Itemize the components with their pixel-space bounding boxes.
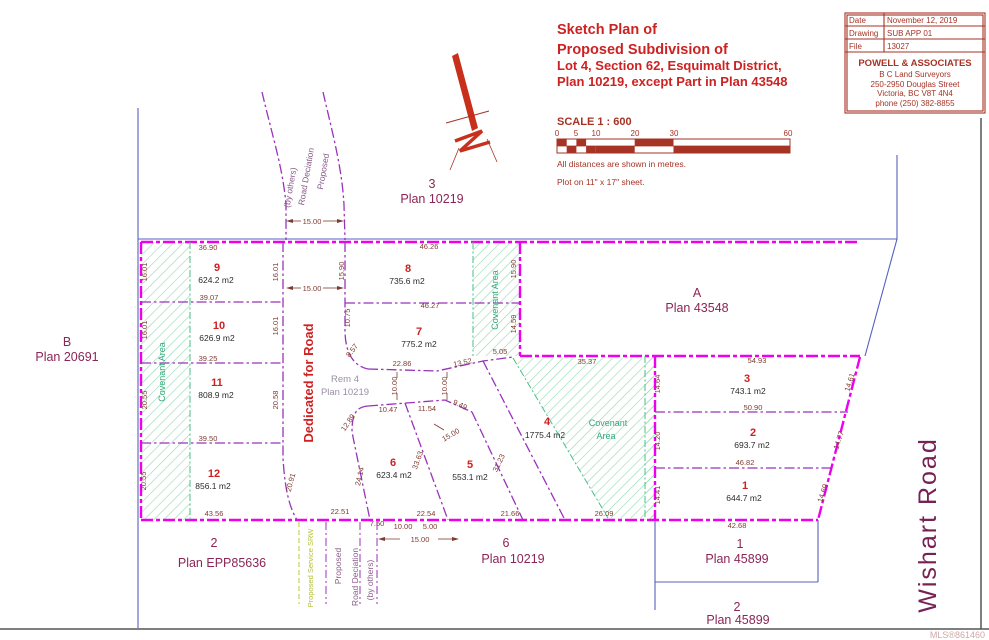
dim-lot8-e: 15.90 [509, 259, 518, 279]
lot-8-area: 735.6 m2 [389, 276, 425, 286]
lot-4-number: 4 [543, 416, 551, 428]
dim-a-south: 35.37 [577, 357, 597, 366]
dim-lot7-top: 46.27 [420, 301, 440, 310]
scale-tick-10: 10 [591, 129, 601, 138]
dim-lot7-e: 14.59 [509, 314, 518, 334]
dim-lot7-curve: 8.57 [343, 341, 361, 359]
lot-10-area: 626.9 m2 [199, 333, 235, 343]
title-line-1: Sketch Plan of [557, 22, 657, 38]
covenant-label-lot4-word2: Area [596, 431, 616, 441]
dim-road-10: 10.00 [390, 376, 399, 396]
dim-lot10-e: 16.01 [271, 316, 280, 336]
dim-lot9-top: 36.90 [198, 243, 218, 252]
bottom-road-by-others: (by others) [365, 559, 375, 601]
dim-lot7-w: 10.75 [343, 308, 352, 328]
dim-lot1-w: 14.41 [653, 485, 662, 505]
parcel-south6-plan: Plan 10219 [481, 552, 545, 566]
parcel-north3-number: 3 [428, 177, 436, 191]
dim-lot12-bottom: 43.56 [204, 509, 224, 518]
company-name: POWELL & ASSOCIATES [858, 58, 972, 69]
lot-6-number: 6 [389, 457, 397, 469]
scale-tick-0: 0 [554, 129, 560, 138]
dim-road-15: 15.00 [302, 217, 322, 226]
wishart-road-label: Wishart Road [914, 437, 942, 613]
title-block-file-value: 13027 [887, 42, 910, 51]
dim-lot4-bottom: 26.09 [594, 509, 614, 518]
top-road-by-others: (by others) [281, 166, 299, 209]
dim-lot1-top: 46.82 [735, 458, 755, 467]
scale-tick-5: 5 [573, 129, 579, 138]
dim-road-15: 15.00 [410, 535, 430, 544]
dim-road-15: 15.00 [440, 426, 462, 444]
dim-lot6-top: 10.47 [378, 405, 398, 414]
dim-lot9-w: 16.01 [140, 262, 149, 282]
dim-lot7-s2: 13.52 [452, 356, 473, 369]
dim-lot5-e: 31.23 [490, 452, 507, 474]
title-line-3: Lot 4, Section 62, Esquimalt District, [557, 58, 782, 73]
dim-lot5-ne: 9.49 [451, 397, 469, 412]
dedicated-for-road-label: Dedicated for Road [301, 323, 316, 443]
lot-7-area: 775.2 m2 [401, 339, 437, 349]
dim-lot10-w: 16.01 [140, 320, 149, 340]
scale-bar [557, 139, 790, 153]
bottom-road-proposed: Proposed [333, 547, 343, 585]
plan-title [557, 22, 788, 89]
title-block-file-label: File [849, 42, 862, 51]
title-line-4: Plan 10219, except Part in Plan 43548 [557, 74, 788, 89]
dim-lot8-w: 15.90 [337, 261, 346, 281]
proposed-service-srw-label: Proposed Service SRW [306, 528, 315, 608]
dim-lot11-w: 20.55 [140, 390, 149, 410]
dim-lot1-e: 14.69 [815, 482, 830, 504]
title-block-drawing-value: SUB APP 01 [887, 29, 933, 38]
dim-lot6-bottom: 22.54 [416, 509, 436, 518]
parcel-east2-plan: Plan 45899 [706, 613, 770, 627]
dim-lot12-w: 20.55 [139, 471, 148, 491]
parcel-rem4-number: Rem 4 [331, 374, 359, 385]
dim-lot8-top: 46.26 [419, 242, 439, 251]
dim-lot1-bottom: 42.68 [727, 521, 747, 530]
parcel-east2-number: 2 [733, 600, 741, 614]
dim-lot7-s1: 22.86 [392, 359, 412, 368]
parcel-a-plan: Plan 43548 [665, 301, 729, 315]
bottom-road-deciation: Road Deciation [350, 547, 360, 607]
covenant-label-mid: Covenant Area [490, 270, 500, 330]
dim-srw-w: 7.50 [369, 519, 385, 528]
lot-3-area: 743.1 m2 [730, 386, 766, 396]
dim-lot3-top: 54.93 [747, 356, 767, 365]
parcel-north3-plan: Plan 10219 [400, 192, 464, 206]
top-road-deciation: Road Deciation [296, 146, 317, 206]
lot-9-number: 9 [213, 262, 221, 274]
dim-bottom-road: 22.51 [330, 507, 350, 516]
scale-note-distances: All distances are shown in metres. [557, 159, 686, 169]
title-line-2: Proposed Subdivision of [557, 42, 728, 58]
lot-1-area: 644.7 m2 [726, 493, 762, 503]
dim-lot2-e: 14.77 [831, 429, 846, 451]
dim-lot10-top: 39.07 [199, 293, 219, 302]
dim-lot6-w: 24.14 [353, 466, 366, 487]
dim-lot6-curve: 12.89 [338, 412, 358, 433]
dim-lot11-top: 39.25 [198, 354, 218, 363]
dim-road-15: 15.00 [302, 284, 322, 293]
lot-12-number: 12 [207, 468, 221, 480]
lot-11-number: 11 [211, 377, 223, 389]
dim-lot2-top: 50.90 [743, 403, 763, 412]
dim-lot2-w: 14.20 [653, 431, 662, 451]
covenant-label-west: Covenant Area [157, 342, 167, 402]
lot-4-area: 1775.4 m2 [524, 430, 566, 440]
parcel-east1-plan: Plan 45899 [705, 552, 769, 566]
lot-5-number: 5 [466, 459, 474, 471]
dim-lot9-e: 16.01 [271, 262, 280, 282]
lot-1-number: 1 [741, 480, 749, 492]
title-block [845, 13, 985, 113]
dim-lot11-e: 20.58 [271, 390, 280, 410]
adjacent-parcel-lines [138, 108, 897, 628]
company-city: Victoria, BC V8T 4N4 [877, 89, 953, 98]
lot-10-number: 10 [212, 320, 226, 332]
title-block-drawing-label: Drawing [849, 29, 879, 38]
dim-lot3-e: 14.61 [842, 371, 857, 393]
parcel-a-number: A [692, 286, 702, 300]
top-road-proposed: Proposed [314, 152, 332, 191]
parcel-east1-number: 1 [736, 537, 744, 551]
north-arrow-icon [446, 53, 497, 170]
lot-11-area: 808.9 m2 [198, 390, 234, 400]
parcel-b-plan: Plan 20691 [35, 350, 99, 364]
parcel-south2-number: 2 [210, 536, 218, 550]
parcel-b-number: B [62, 335, 72, 349]
lot-3-number: 3 [743, 373, 751, 385]
scale-label: SCALE 1 : 600 [557, 116, 632, 128]
company-phone: phone (250) 382-8855 [875, 99, 955, 108]
title-block-date-value: November 12, 2019 [887, 16, 958, 25]
mls-number: MLS®861460 [929, 630, 985, 640]
lot-5-area: 553.1 m2 [452, 472, 488, 482]
parcel-south2-plan: Plan EPP85636 [177, 556, 267, 570]
scale-tick-60: 60 [783, 129, 793, 138]
lot-8-number: 8 [404, 263, 412, 275]
title-block-date-label: Date [849, 16, 866, 25]
lot-6-area: 623.4 m2 [376, 470, 412, 480]
parcel-south6-number: 6 [502, 536, 510, 550]
scale-tick-30: 30 [669, 129, 679, 138]
dim-road-10: 10.00 [440, 376, 449, 396]
dim-deciation-w: 10.00 [393, 522, 413, 531]
scale-tick-20: 20 [630, 129, 640, 138]
dim-lot5-bottom: 21.66 [500, 509, 520, 518]
dim-lot6-e: 33.63 [410, 449, 426, 471]
dim-lot3-w: 14.64 [653, 374, 662, 394]
parcel-rem4-plan: Plan 10219 [320, 387, 370, 398]
lot-2-number: 2 [749, 427, 757, 439]
dim-lot5-top: 11.54 [417, 404, 437, 413]
covenant-label-lot4-word1: Covenant [588, 418, 628, 428]
scale-note-plot: Plot on 11" x 17" sheet. [557, 177, 645, 187]
dim-others-w: 5.00 [422, 522, 438, 531]
company-type: B C Land Surveyors [879, 70, 951, 79]
dim-lot12-e: 20.91 [283, 472, 298, 493]
dim-lot12-top: 39.50 [198, 434, 218, 443]
dim-lot7-s3: 5.05 [492, 347, 508, 356]
lot-9-area: 624.2 m2 [198, 275, 234, 285]
company-street: 250-2950 Douglas Street [870, 80, 960, 89]
lot-2-area: 693.7 m2 [734, 440, 770, 450]
lot-12-area: 856.1 m2 [195, 481, 231, 491]
lot-7-number: 7 [415, 326, 423, 338]
